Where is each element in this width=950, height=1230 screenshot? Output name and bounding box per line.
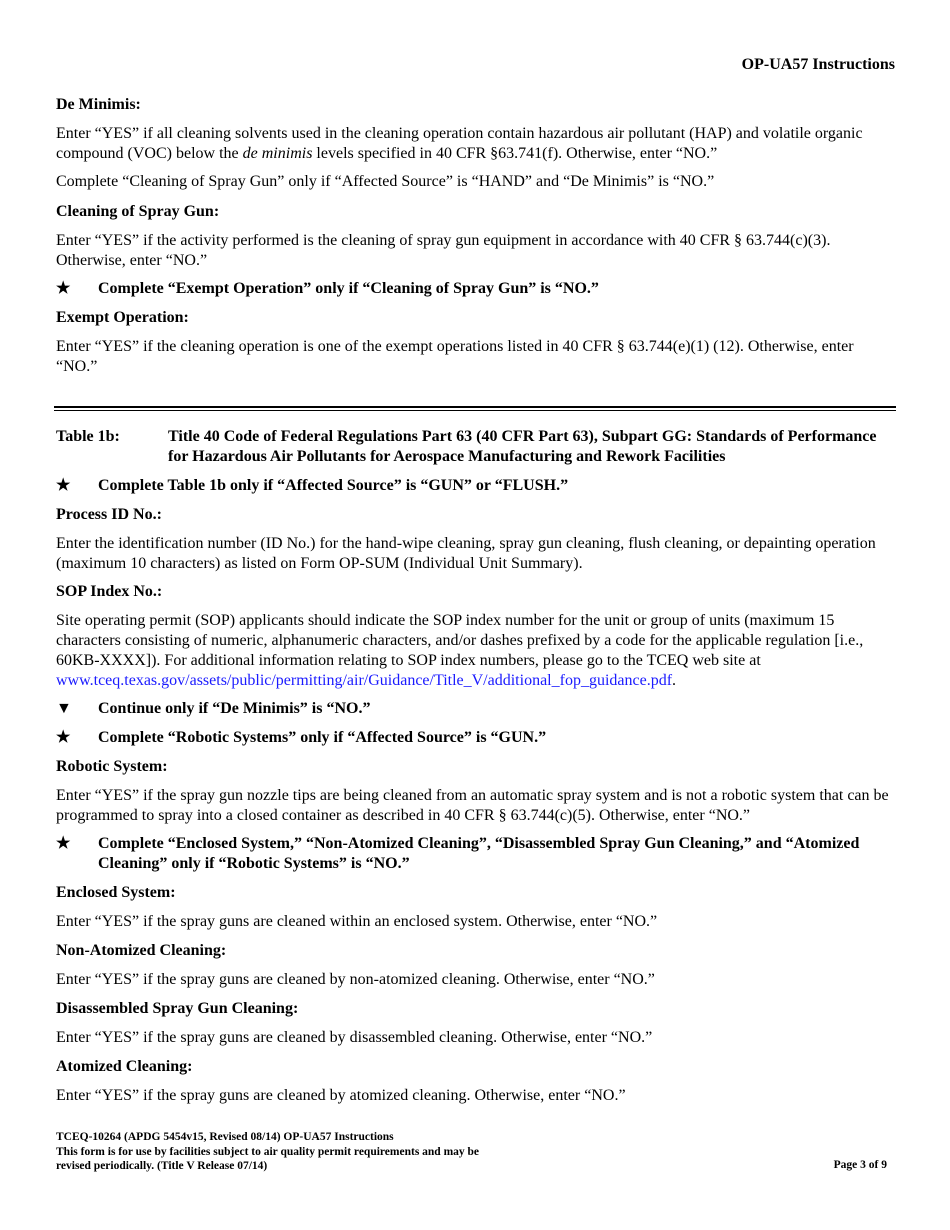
paragraph-disassembled: Enter “YES” if the spray guns are cleaned by disassembled cleaning. Otherwise, enter “NO.” <box>56 1029 653 1046</box>
heading-disassembled: Disassembled Spray Gun Cleaning: <box>56 1000 299 1017</box>
table-title: Title 40 Code of Federal Regulations Part 63 (40 CFR Part 63), Subpart GG: Standards of Performance for Hazardous Air Pollutants for Aerospace Manufacturing and Rework Facilities <box>168 428 877 465</box>
note-text: Complete “Enclosed System,” “Non-Atomized Cleaning”, “Disassembled Spray Gun Cleaning,” and “Atomized Cleaning” only if “Robotic Systems” is “NO.” <box>98 835 860 872</box>
text-emphasis: de minimis <box>242 145 313 162</box>
note-text: Continue only if “De Minimis” is “NO.” <box>98 700 371 717</box>
text-segment: levels specified in 40 CFR §63.741(f). Otherwise, enter “NO.” <box>312 145 718 162</box>
paragraph-complete-cleaning: Complete “Cleaning of Spray Gun” only if “Affected Source” is “HAND” and “De Minimis” is “NO.” <box>56 173 715 190</box>
paragraph-cleaning-spray-gun: Enter “YES” if the activity performed is the cleaning of spray gun equipment in accordance with 40 CFR § 63.744(c)(3). Otherwise, enter “NO.” <box>56 232 831 269</box>
note-text: Complete “Exempt Operation” only if “Cleaning of Spray Gun” is “NO.” <box>98 280 599 297</box>
heading-enclosed-system: Enclosed System: <box>56 884 176 901</box>
paragraph-enclosed-system: Enter “YES” if the spray guns are cleaned within an enclosed system. Otherwise, enter “NO.” <box>56 913 658 930</box>
text-segment: Site operating permit (SOP) applicants should indicate the SOP index number for the unit or group of units (maximum 15 characters consisting of numeric, alphanumeric characters, and/or dashes prefixed by a code for the applicable regulation [i.e., 60KB-XXXX]). For additional information relating to SOP index numbers, please go to the TCEQ web site at <box>56 612 864 669</box>
text-segment: Enter “YES” if all cleaning solvents used in the cleaning operation contain hazardous air pollutant (HAP) and volatile organic compound (VOC) below the <box>56 125 863 162</box>
paragraph-atomized: Enter “YES” if the spray guns are cleaned by atomized cleaning. Otherwise, enter “NO.” <box>56 1087 626 1104</box>
heading-exempt-operation: Exempt Operation: <box>56 309 189 326</box>
paragraph-sop-index <box>56 611 896 691</box>
section-divider <box>54 406 896 408</box>
table-label: Table 1b: <box>56 428 120 445</box>
guidance-link[interactable]: www.tceq.texas.gov/assets/public/permitting/air/Guidance/Title_V/additional_fop_guidance.pdf <box>56 672 673 689</box>
note-text: Complete “Robotic Systems” only if “Affected Source” is “GUN.” <box>98 729 547 746</box>
star-icon: ★ <box>56 729 71 746</box>
footer-line-1: TCEQ-10264 (APDG 5454v15, Revised 08/14) OP-UA57 Instructions <box>56 1131 394 1143</box>
footer <box>56 1130 576 1174</box>
star-icon: ★ <box>56 835 71 852</box>
paragraph-robotic-system: Enter “YES” if the spray gun nozzle tips are being cleaned from an automatic spray system and is not a robotic system that can be programmed to spray into a closed container as described in 40 CFR § 63.744(c)(5). Otherwise, enter “NO.” <box>56 787 889 824</box>
document-header-title: OP-UA57 Instructions <box>741 56 895 73</box>
page-number: Page 3 of 9 <box>833 1159 887 1171</box>
footer-line-2: This form is for use by facilities subject to air quality permit requirements and may be <box>56 1145 480 1158</box>
text-segment: . <box>672 672 677 689</box>
triangle-down-icon: ▼ <box>56 700 72 717</box>
note-text: Complete Table 1b only if “Affected Source” is “GUN” or “FLUSH.” <box>98 477 569 494</box>
heading-cleaning-spray-gun: Cleaning of Spray Gun: <box>56 203 220 220</box>
heading-robotic-system: Robotic System: <box>56 758 168 775</box>
paragraph-process-id: Enter the identification number (ID No.) for the hand-wipe cleaning, spray gun cleaning, flush cleaning, or depainting operation (maximum 10 characters) as listed on Form OP-SUM (Individual Unit Summary). <box>56 535 876 572</box>
star-icon: ★ <box>56 477 71 494</box>
paragraph-de-minimis <box>56 124 896 164</box>
heading-atomized: Atomized Cleaning: <box>56 1058 193 1075</box>
heading-process-id: Process ID No.: <box>56 506 162 523</box>
footer-line-3: revised periodically. (Title V Release 07/14) <box>56 1160 268 1172</box>
heading-non-atomized: Non-Atomized Cleaning: <box>56 942 227 959</box>
star-icon: ★ <box>56 280 71 297</box>
paragraph-exempt-operation: Enter “YES” if the cleaning operation is one of the exempt operations listed in 40 CFR § 63.744(e)(1) (12). Otherwise, enter “NO.” <box>56 338 854 375</box>
heading-sop-index: SOP Index No.: <box>56 583 163 600</box>
paragraph-non-atomized: Enter “YES” if the spray guns are cleaned by non-atomized cleaning. Otherwise, enter “NO.” <box>56 971 655 988</box>
heading-de-minimis: De Minimis: <box>56 96 141 113</box>
section-divider-thin <box>54 410 896 411</box>
